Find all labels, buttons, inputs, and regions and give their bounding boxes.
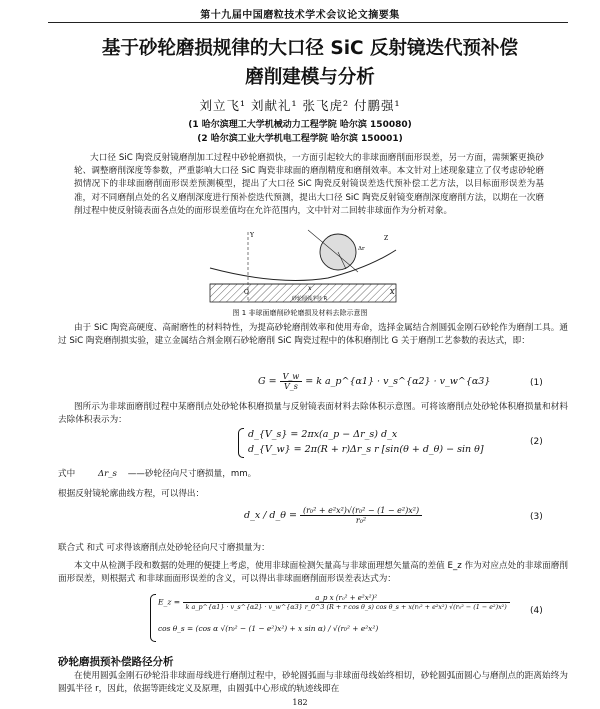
eq3-denominator: r₀² — [355, 516, 367, 525]
eq1-numerator: V_w — [280, 372, 303, 382]
paragraph-3-def: ——砂轮径向尺寸磨损量，mm。 — [127, 469, 257, 479]
label-y-axis: Y — [250, 232, 254, 239]
paragraph-6: 本文中从检测手段和数据的处理的便捷上考虑，使用非球面检测矢量高与非球面理想矢量高的差值 E_z 作为对应点处的非球面磨削面形误差，则根据式 和非球面面形误差的含义，可以得出非球面磨削面形误差表达式为： — [58, 561, 568, 585]
paragraph-2: 图所示为非球面磨削过程中某磨削点处砂轮体积磨损量与反射镜表面材料去除体积示意图。可将该磨削点处砂轮体积磨损量和材料去除体积表示为： — [58, 402, 568, 426]
equation-2-brace — [238, 428, 244, 458]
equation-4 — [158, 594, 510, 611]
affiliation-2: (2 哈尔滨工业大学机电工程学院 哈尔滨 150001) — [197, 134, 403, 144]
title-line-2: 磨削建模与分析 — [245, 67, 375, 88]
eq3-numerator: (r₀² + e²x²)√(r₀² − (1 − e²)x²) — [300, 506, 422, 516]
page-number: 182 — [292, 698, 308, 707]
aspheric-profile-curve — [210, 250, 396, 280]
author-list: 刘立飞¹ 刘献礼¹ 张飞虎² 付鹏强¹ — [199, 98, 401, 113]
equation-3 — [244, 506, 422, 525]
eq3-lhs: d_x / d_θ = — [244, 510, 300, 521]
equation-3-number: (3) — [530, 512, 543, 522]
eq4-denominator: k a_p^{α1} · v_s^{α2} · v_w^{α3} r_0^3 (R + r cos θ_s) cos θ_s + x(r₀² + e²x²) √(r₀² − (1 − e²)x²) — [185, 603, 507, 611]
equation-2-number: (2) — [530, 437, 543, 447]
paragraph-4: 根据反射镜轮廓曲线方程，可以得出： — [58, 489, 205, 499]
figure-1-caption: 图 1 非球面磨削砂轮磨损及材料去除示意图 — [232, 309, 368, 317]
eq1-rhs: = k a_p^{α1} · v_s^{α2} · v_w^{α3} — [305, 376, 491, 387]
affiliation-1: (1 哈尔滨理工大学机械动力工程学院 哈尔滨 150080) — [188, 120, 412, 130]
paper-title — [40, 34, 580, 92]
eq1-denominator: V_s — [283, 382, 298, 391]
running-header: 第十九届中国磨粒技术学术会议论文摘要集 — [200, 10, 400, 21]
equation-1-number: (1) — [530, 378, 543, 388]
symbol-delta-rs: Δr_s — [97, 469, 117, 479]
paragraph-3 — [58, 468, 568, 481]
label-x-coordinate: x — [308, 285, 312, 292]
figure-1-diagram — [208, 228, 398, 304]
label-delta-r: Δr — [358, 246, 365, 252]
eq1-lhs: G = — [258, 376, 280, 387]
paragraph-5: 联合式 和式 可求得该磨削点处砂轮径向尺寸磨损量为： — [58, 543, 270, 553]
equation-4-brace — [150, 594, 156, 642]
equation-1 — [258, 372, 490, 391]
eq4-lhs: E_z = — [158, 597, 183, 607]
paragraph-3-lead: 式中 — [58, 469, 76, 479]
label-origin: O — [244, 289, 249, 296]
equation-2-line-2: d_{V_w} = 2π(R + r)Δr_s r [sin(θ + d_θ) − sin θ] — [248, 444, 484, 455]
label-wheel-radius: 砂轮圆弧半径 R — [292, 296, 328, 302]
paragraph-1: 由于 SiC 陶瓷高硬度、高耐磨性的材料特性，为提高砂轮磨削效率和使用寿命，选择金属结合剂圆弧金刚石砂轮作为磨削工具。通过 SiC 陶瓷磨削损实验，建立金属结合剂金刚石砂轮磨削 SiC 陶瓷过程中的体积磨削比 G 关于磨削工艺参数的表达式，即： — [58, 323, 568, 347]
section-heading: 砂轮磨损预补偿路径分析 — [58, 656, 174, 668]
paragraph-7: 在使用圆弧金刚石砂轮沿非球面母线进行磨削过程中，砂轮圆弧面与非球面母线始终相切，砂轮圆弧面圆心与磨削点的距离始终为圆弧半径 r，因此，依据等距线定义及原理，由圆弧中心形成的轨迹线即在 — [58, 671, 568, 695]
abstract: 大口径 SiC 陶瓷反射镜磨削加工过程中砂轮磨损快，一方面引起较大的非球面磨削面形误差，另一方面，需频繁更换砂轮、调整磨削深度等参数，严重影响大口径 SiC 陶瓷非球面的磨削精度和磨削效率。本文针对上述现象建立了仅考虑砂轮磨损情况下的非球面磨削面形误差预测模型，提出了大口径 SiC 陶瓷反射镜误差迭代预补偿工艺方法，以目标面形误差为基准，对不同磨削点处的名义磨削深度进行预补偿迭代预测，提出大口径 SiC 陶瓷反射镜变磨削深度磨削方法，以期在一次磨削过程中使反射镜表面各点处的面形误差值均在允许范围内，文中针对二回转非球面作为分析对象。 — [74, 153, 544, 216]
equation-4-line-2: cos θ_s = (cos α √(r₀² − (1 − e²)x²) + x sin α) / √(r₀² + e²x²) — [158, 624, 379, 633]
label-z-axis: Z — [384, 235, 389, 242]
equation-2-line-1: d_{V_s} = 2πx(a_p − Δr_s) d_x — [248, 429, 398, 440]
header-rule — [48, 22, 568, 23]
eq4-numerator: a_p x (r₀² + e²x²)² — [183, 594, 510, 603]
title-line-1: 基于砂轮磨损规律的大口径 SiC 反射镜迭代预补偿 — [101, 38, 519, 59]
label-x-axis: X — [390, 289, 395, 296]
equation-4-number: (4) — [530, 606, 543, 616]
